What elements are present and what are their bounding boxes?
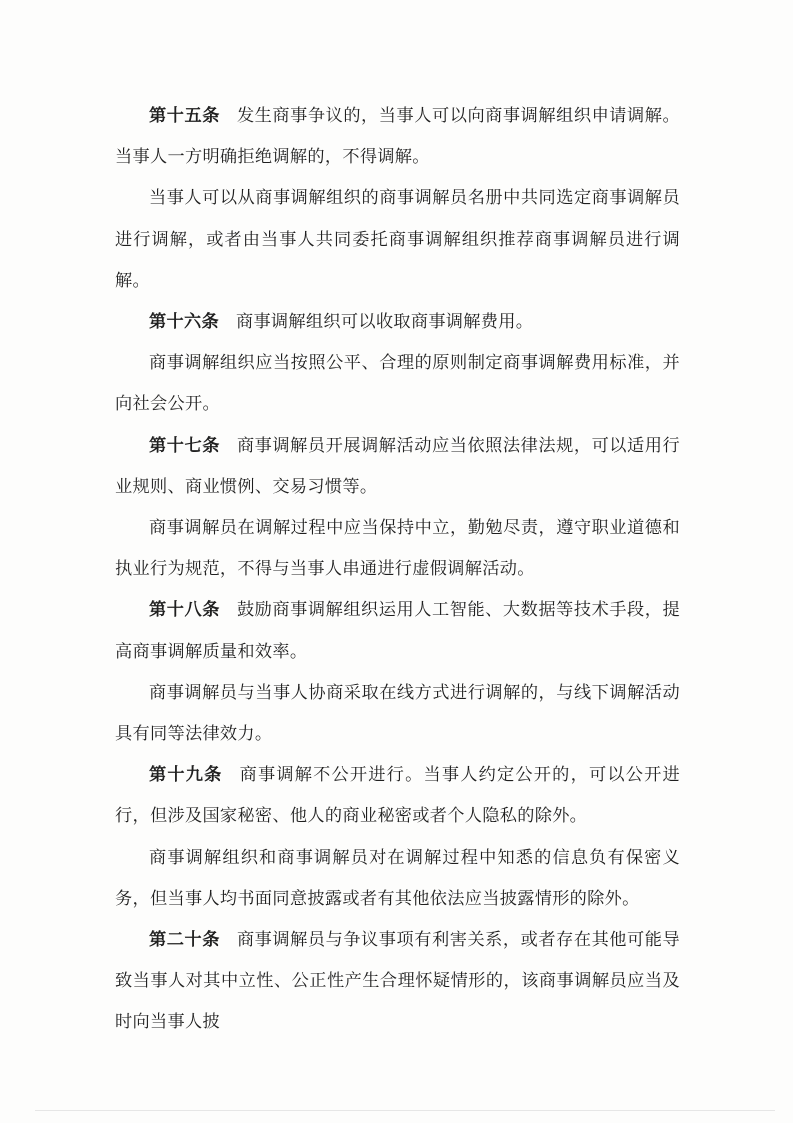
paragraph-text: 鼓励商事调解组织运用人工智能、大数据等技术手段，提高商事调解质量和效率。 bbox=[115, 600, 680, 662]
article-number: 第二十条 bbox=[149, 930, 220, 951]
paragraph-art16-2 bbox=[115, 343, 680, 425]
paragraph-text: 商事调解不公开进行。当事人约定公开的，可以公开进行，但涉及国家秘密、他人的商业秘密或者个人隐私的除外。 bbox=[115, 765, 681, 827]
article-number: 第十八条 bbox=[149, 600, 220, 621]
paragraph-text: 商事调解组织应当按照公平、合理的原则制定商事调解费用标准，并向社会公开。 bbox=[115, 353, 680, 415]
paragraph-art17-2 bbox=[115, 508, 680, 590]
paragraph-text: 商事调解员与当事人协商采取在线方式进行调解的，与线下调解活动具有同等法律效力。 bbox=[115, 682, 680, 745]
paragraph-text: 商事调解员与争议事项有利害关系，或者存在其他可能导致当事人对其中立性、公正性产生合理怀疑情形的，该商事调解员应当及时向当事人披 bbox=[115, 930, 680, 1033]
paragraph-art15-1 bbox=[115, 96, 680, 178]
paragraph-art19-2 bbox=[115, 838, 680, 920]
article-number: 第十五条 bbox=[149, 106, 220, 126]
paragraph-art16-1 bbox=[115, 302, 680, 343]
paragraph-art18-1 bbox=[115, 590, 680, 672]
paragraph-text: 当事人可以从商事调解组织的商事调解员名册中共同选定商事调解员进行调解，或者由当事人共同委托商事调解组织推荐商事调解员进行调解。 bbox=[115, 188, 680, 291]
paragraph-art18-2 bbox=[115, 673, 680, 755]
article-number: 第十九条 bbox=[149, 765, 223, 786]
paragraph-art17-1 bbox=[115, 426, 680, 508]
paragraph-art19-1 bbox=[115, 755, 680, 837]
paragraph-text: 商事调解员开展调解活动应当依照法律法规，可以适用行业规则、商业惯例、交易习惯等。 bbox=[115, 435, 680, 497]
paragraph-text: 商事调解组织和商事调解员对在调解过程中知悉的信息负有保密义务，但当事人均书面同意披露或者有其他依法应当披露情形的除外。 bbox=[115, 847, 680, 909]
paragraph-art15-2 bbox=[115, 178, 680, 302]
paragraph-art20-1 bbox=[115, 920, 680, 1044]
paragraph-text: 商事调解组织可以收取商事调解费用。 bbox=[235, 312, 534, 333]
article-number: 第十六条 bbox=[149, 312, 219, 333]
article-number: 第十七条 bbox=[149, 435, 220, 456]
paragraph-text: 商事调解员在调解过程中应当保持中立，勤勉尽责，遵守职业道德和执业行为规范，不得与当事人串通进行虚假调解活动。 bbox=[115, 518, 680, 580]
document-body bbox=[115, 96, 680, 1044]
page-bottom-edge bbox=[35, 1110, 775, 1111]
paragraph-text: 发生商事争议的，当事人可以向商事调解组织申请调解。当事人一方明确拒绝调解的，不得调解。 bbox=[115, 106, 680, 168]
